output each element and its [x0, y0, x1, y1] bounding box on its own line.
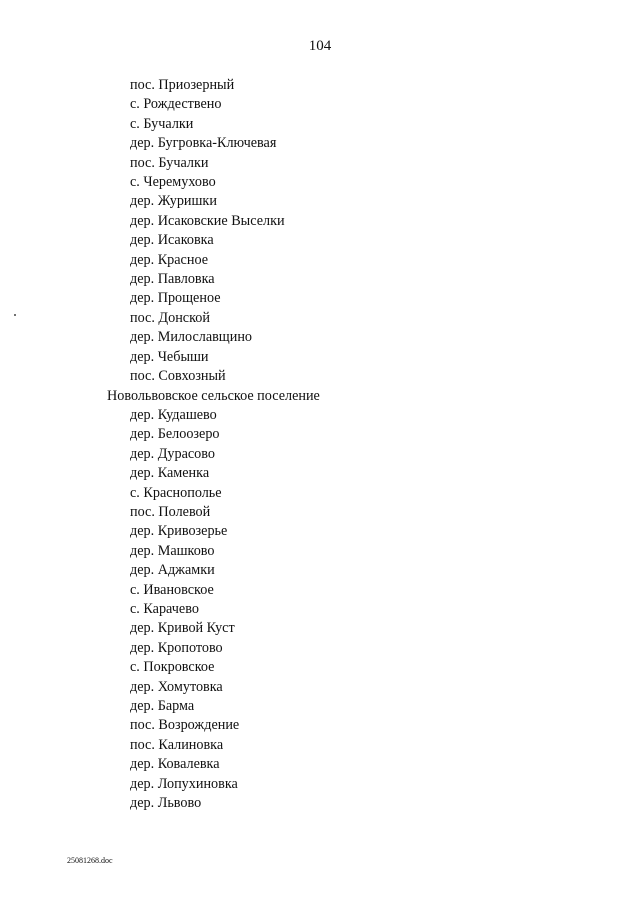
section-heading: Новольвовское сельское поселение: [107, 387, 320, 404]
settlement-entry: дер. Машково: [130, 542, 215, 559]
page-number: 104: [308, 38, 332, 54]
settlement-entry: дер. Милославщино: [130, 329, 253, 346]
settlement-entry: пос. Совхозный: [130, 368, 226, 385]
settlement-entry: дер. Аджамки: [130, 562, 215, 579]
settlement-entry: с. Рождествено: [130, 96, 222, 113]
settlement-entry: дер. Прощеное: [130, 290, 221, 307]
settlement-entry: дер. Дурасово: [130, 445, 215, 462]
settlement-entry: пос. Донской: [130, 309, 210, 326]
settlement-entry: дер. Исаковка: [130, 232, 214, 249]
settlement-entry: дер. Белоозеро: [130, 426, 220, 443]
settlement-entry: пос. Приозерный: [130, 77, 235, 93]
settlement-entry: дер. Каменка: [130, 465, 210, 482]
settlement-entry: с. Бучалки: [130, 115, 194, 132]
settlement-entry: дер. Исаковские Выселки: [130, 212, 285, 229]
settlement-entry: пос. Полевой: [130, 503, 211, 520]
settlement-entry: с. Покровское: [130, 659, 215, 676]
settlement-entry: дер. Павловка: [130, 271, 215, 288]
settlement-entry: с. Краснополье: [130, 484, 222, 501]
settlement-entry: дер. Хомутовка: [130, 678, 223, 695]
settlement-entry: дер. Ковалевка: [130, 756, 220, 773]
settlement-entry: дер. Кривозерье: [130, 523, 228, 540]
settlement-entry: с. Карачево: [130, 600, 199, 617]
settlement-entry: дер. Красное: [130, 251, 209, 268]
settlement-entry: дер. Лопухиновка: [130, 775, 238, 792]
settlement-entry: дер. Кривой Куст: [130, 620, 235, 637]
document-filename: 25081268.doc: [67, 856, 113, 865]
settlement-entry: дер. Чебыши: [130, 348, 209, 365]
settlement-entry: пос. Бучалки: [130, 154, 209, 171]
settlement-entry: дер. Бугровка-Ключевая: [130, 135, 277, 152]
settlement-list: [0, 76, 640, 813]
settlement-entry: дер. Кропотово: [130, 639, 223, 656]
settlement-entry: дер. Кудашево: [130, 406, 217, 423]
settlement-entry: с. Ивановское: [130, 581, 214, 598]
settlement-entry: дер. Львово: [130, 795, 202, 812]
settlement-entry: с. Черемухово: [130, 174, 216, 191]
settlement-entry: дер. Барма: [130, 698, 195, 714]
settlement-entry: дер. Журишки: [130, 193, 217, 210]
settlement-entry: пос. Возрождение: [130, 717, 240, 734]
settlement-entry: пос. Калиновка: [130, 736, 224, 753]
